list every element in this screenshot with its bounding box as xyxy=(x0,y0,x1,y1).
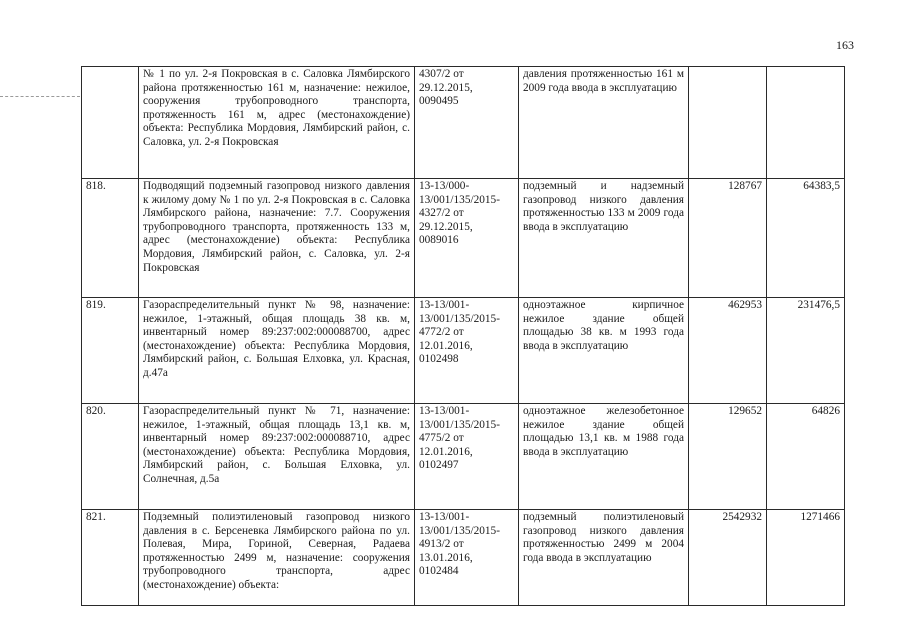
row-number: 820. xyxy=(82,404,139,510)
row-number: 821. xyxy=(82,510,139,606)
residual-value: 1271466 xyxy=(767,510,845,606)
object-characteristics: подземный полиэтиленовый газопровод низкого давления протяженностью 2499 м 2004 года ввода в эксплуатацию xyxy=(519,510,689,606)
object-characteristics: подземный и надземный газопровод низкого давления протяженностью 133 м 2009 года ввода в эксплуатацию xyxy=(519,179,689,298)
book-value xyxy=(689,67,767,179)
residual-value xyxy=(767,67,845,179)
registration-record: 13-13/001-13/001/135/2015-4775/2 от 12.01.2016, 0102497 xyxy=(415,404,519,510)
table-row xyxy=(82,404,845,510)
residual-value: 64383,5 xyxy=(767,179,845,298)
table-row xyxy=(82,298,845,404)
scan-artifact-line xyxy=(0,96,80,97)
registration-record: 13-13/001-13/001/135/2015-4913/2 от 13.01.2016, 0102484 xyxy=(415,510,519,606)
row-number: 819. xyxy=(82,298,139,404)
registration-record: 4307/2 от 29.12.2015, 0090495 xyxy=(415,67,519,179)
residual-value: 231476,5 xyxy=(767,298,845,404)
page-number: 163 xyxy=(836,38,854,52)
object-description: Подземный полиэтиленовый газопровод низкого давления в с. Берсеневка Лямбирского района по ул. Полевая, Мира, Гориной, Северная, Радаева протяженностью 2499 м, назначение: сооружения трубопроводного транспорта, адрес (местонахождение) объекта: xyxy=(139,510,415,606)
object-characteristics: давления протяженностью 161 м 2009 года ввода в эксплуатацию xyxy=(519,67,689,179)
object-description: Газораспределительный пункт № 98, назначение: нежилое, 1-этажный, общая площадь 38 кв. м, инвентарный номер 89:237:002:000088700, адрес (местонахождение) объекта: Республика Мордовия, Лямбирский район, с. Большая Елховка, ул. Красная, д.47а xyxy=(139,298,415,404)
row-number: 818. xyxy=(82,179,139,298)
registration-record: 13-13/000-13/001/135/2015-4327/2 от 29.12.2015, 0089016 xyxy=(415,179,519,298)
book-value: 2542932 xyxy=(689,510,767,606)
object-description: № 1 по ул. 2-я Покровская в с. Саловка Лямбирского района протяженностью 161 м, назначение: нежилое, сооружения трубопроводного транспорта, протяженность 161 м, адрес (местонахождение) объекта: Республика Мордовия, Лямбирский район, с. Саловка, ул. 2-я Покровская xyxy=(139,67,415,179)
object-characteristics: одноэтажное железобетонное нежилое здание общей площадью 13,1 кв. м 1988 года ввода в эксплуатацию xyxy=(519,404,689,510)
property-registry-table xyxy=(81,66,845,606)
table-row xyxy=(82,510,845,606)
object-description: Газораспределительный пункт № 71, назначение: нежилое, 1-этажный, общая площадь 13,1 кв. м, инвентарный номер 89:237:002:000088710, адрес (местонахождение) объекта: Республика Мордовия, Лямбирский район, с. Большая Елховка, ул. Солнечная, д.5а xyxy=(139,404,415,510)
book-value: 129652 xyxy=(689,404,767,510)
table-row xyxy=(82,179,845,298)
object-description: Подводящий подземный газопровод низкого давления к жилому дому № 1 по ул. 2-я Покровская в с. Саловка Лямбирского района, назначение: 7.7. Сооружения трубопроводного транспорта, протяженность 133 м, адрес (местонахождение) объекта: Республика Мордовия, Лямбирский район, с. Саловка, ул. 2-я Покровская xyxy=(139,179,415,298)
registration-record: 13-13/001-13/001/135/2015-4772/2 от 12.01.2016, 0102498 xyxy=(415,298,519,404)
book-value: 128767 xyxy=(689,179,767,298)
table-row xyxy=(82,67,845,179)
book-value: 462953 xyxy=(689,298,767,404)
row-number xyxy=(82,67,139,179)
residual-value: 64826 xyxy=(767,404,845,510)
object-characteristics: одноэтажное кирпичное нежилое здание общей площадью 38 кв. м 1993 года ввода в эксплуатацию xyxy=(519,298,689,404)
